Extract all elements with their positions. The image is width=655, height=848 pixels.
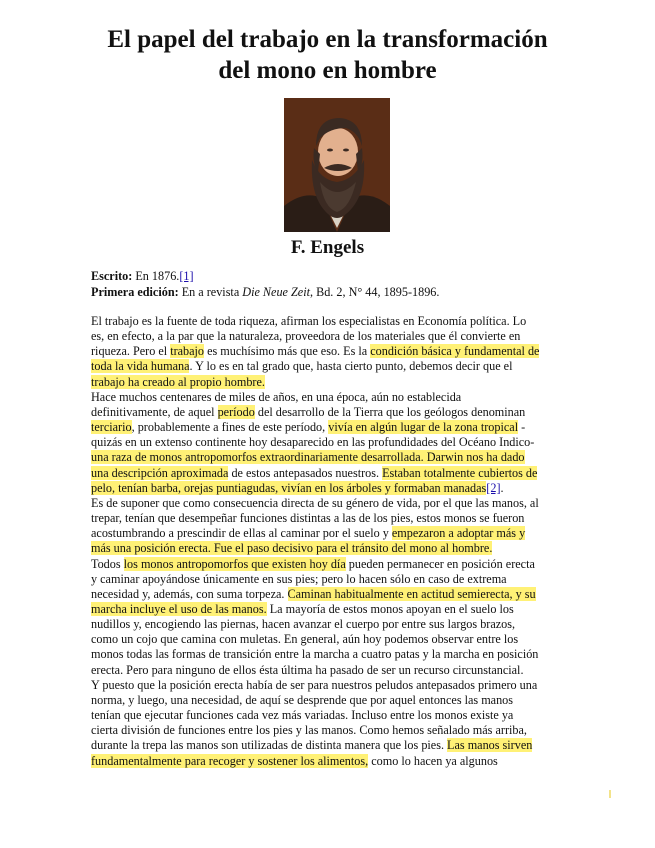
- written-label: Escrito:: [91, 269, 133, 283]
- plain-text: como un cojo que camina con muletas. En general, aún hoy podemos observar entre los: [91, 632, 519, 647]
- plain-text: . Y lo es en tal grado que, hasta cierto punto, debemos decir que el: [189, 359, 513, 374]
- text-line: [91, 647, 569, 662]
- highlighted-text: trabajo: [170, 344, 205, 359]
- plain-text: necesidad y, además, con suma torpeza.: [91, 586, 288, 601]
- text-line: [91, 329, 569, 344]
- highlighted-text: fundamentalmente para recoger y sostener los alimentos,: [91, 753, 369, 768]
- plain-text: Y puesto que la posición erecta había de ser para nuestros peludos antepasados primero una: [91, 677, 538, 692]
- publication-meta: [91, 268, 571, 300]
- plain-text: y caminar apoyándose únicamente en sus pies; pero lo hacen sólo en caso de extrema: [91, 571, 507, 586]
- text-line: [91, 693, 569, 708]
- plain-text: pueden permanecer en posición erecta: [345, 556, 535, 571]
- text-line: [91, 723, 569, 738]
- text-line: [91, 541, 569, 556]
- first-edition-label: Primera edición:: [91, 285, 179, 299]
- text-line: [91, 450, 569, 465]
- highlighted-text: terciario: [91, 420, 132, 435]
- highlighted-text: trabajo ha creado al propio hombre.: [91, 374, 265, 389]
- plain-text: durante la trepa las manos son utilizadas de distinta manera que los pies.: [91, 738, 448, 753]
- plain-text: Todos: [91, 556, 124, 571]
- text-line: [91, 526, 569, 541]
- highlighted-text: toda la vida humana: [91, 359, 190, 374]
- text-line: [91, 587, 569, 602]
- plain-text: del desarrollo de la Tierra que los geólogos denominan: [254, 404, 526, 419]
- written-value: En 1876.: [135, 269, 180, 283]
- highlighted-text: período: [217, 404, 255, 419]
- text-line: [91, 678, 569, 693]
- scan-artifact: [609, 790, 611, 798]
- plain-text: monos todas las formas de transición entre la marcha a cuatro patas y la marcha en posición: [91, 647, 539, 662]
- highlighted-text: vivía en algún lugar de la zona tropical: [328, 420, 519, 435]
- plain-text: como lo hacen ya algunos: [368, 753, 498, 768]
- plain-text: trepar, tenían que desempeñar funciones distintas a las de los pies, estos monos se fueron: [91, 511, 525, 526]
- plain-text: quizás en un extenso continente hoy desaparecido en las profundidades del Océano Indico-: [91, 435, 535, 450]
- text-line: [91, 375, 569, 390]
- highlighted-text: pelo, tenían barba, orejas puntiagudas, vivían en los árboles y formaban manadas: [91, 480, 487, 495]
- text-line: [91, 557, 569, 572]
- plain-text: nudillos y, encogiendo las piernas, hacen avanzar el cuerpo por entre sus largos brazos,: [91, 617, 516, 632]
- plain-text: La mayoría de estos monos apoyan en el suelo los: [266, 601, 514, 616]
- plain-text: tenían que ejecutar funciones cada vez más variadas. Incluso entre los monos existe ya: [91, 708, 514, 723]
- text-line: [91, 572, 569, 587]
- footnote-link-1[interactable]: [1]: [179, 269, 194, 283]
- journal-name: Die Neue Zeit: [242, 285, 310, 299]
- text-line: [91, 359, 569, 374]
- footnote-link-2[interactable]: [2]: [486, 480, 501, 495]
- plain-text: es muchísimo más que eso. Es la: [204, 344, 371, 359]
- highlighted-text: empezaron a adoptar más y: [391, 526, 526, 541]
- text-line: [91, 663, 569, 678]
- title-line-1: El papel del trabajo en la transformación: [107, 26, 548, 53]
- written-row: [91, 268, 571, 284]
- highlighted-text: condición básica y fundamental de: [370, 344, 540, 359]
- plain-text: Hace muchos centenares de miles de años, en una época, aún no establecida: [91, 389, 462, 404]
- plain-text: erecta. Pero para ninguno de ellos ésta última ha pasado de ser un recurso circunstancial.: [91, 662, 524, 677]
- plain-text: El trabajo es la fuente de toda riqueza, afirman los especialistas en Economía política. Lo: [91, 314, 527, 328]
- plain-text: de estos antepasados nuestros.: [228, 465, 383, 480]
- text-line: [91, 344, 569, 359]
- plain-text: acostumbrando a prescindir de ellas al caminar por el suelo y: [91, 526, 392, 541]
- plain-text: cierta división de funciones entre los pies y las manos. Como hemos señalado más arriba,: [91, 723, 527, 738]
- text-line: [91, 405, 569, 420]
- text-line: [91, 632, 569, 647]
- portrait-illustration: [284, 98, 390, 232]
- highlighted-text: más una posición erecta. Fue el paso decisivo para el tránsito del mono al hombre.: [91, 541, 493, 556]
- text-line: [91, 314, 569, 329]
- plain-text: norma, y luego, una necesidad, de aquí se desprende que por aquel entonces las manos: [91, 692, 514, 707]
- plain-text: .: [500, 480, 504, 495]
- plain-text: es, en efecto, a la par que la naturaleza, proveedora de los materiales que él convierte en: [91, 329, 521, 344]
- highlighted-text: una descripción aproximada: [91, 465, 229, 480]
- document-title: [40, 24, 615, 86]
- highlighted-text: Las manos sirven: [447, 738, 533, 753]
- body-text: [91, 314, 569, 769]
- plain-text: riqueza. Pero el: [91, 344, 171, 359]
- highlighted-text: marcha incluye el uso de las manos.: [91, 601, 267, 616]
- text-line: [91, 511, 569, 526]
- author-name: F. Engels: [290, 237, 365, 258]
- author-portrait: [284, 98, 390, 232]
- title-line-2: del mono en hombre: [218, 57, 437, 84]
- first-edition-row: [91, 284, 571, 300]
- text-line: [91, 754, 569, 769]
- first-edition-details: , Bd. 2, N° 44, 1895-1896.: [309, 285, 440, 299]
- text-line: [91, 390, 569, 405]
- text-line: [91, 496, 569, 511]
- plain-text: definitivamente, de aquel: [91, 404, 218, 419]
- highlighted-text: una raza de monos antropomorfos extraordinariamente desarrollada. Darwin nos ha dado: [91, 450, 525, 465]
- text-line: [91, 617, 569, 632]
- highlighted-text: los monos antropomorfos que existen hoy día: [123, 556, 346, 571]
- plain-text: Es de suponer que como consecuencia directa de su género de vida, por el que las manos, al: [91, 495, 539, 510]
- highlighted-text: Estaban totalmente cubiertos de: [382, 465, 538, 480]
- text-line: [91, 708, 569, 723]
- text-line: [91, 602, 569, 617]
- text-line: [91, 420, 569, 435]
- text-line: [91, 738, 569, 753]
- first-edition-text: En a revista: [181, 285, 243, 299]
- text-line: [91, 466, 569, 481]
- highlighted-text: Caminan habitualmente en actitud semierecta, y su: [287, 586, 536, 601]
- text-line: [91, 481, 569, 496]
- plain-text: , probablemente a fines de este período,: [131, 420, 329, 435]
- plain-text: -: [518, 420, 526, 435]
- text-line: [91, 435, 569, 450]
